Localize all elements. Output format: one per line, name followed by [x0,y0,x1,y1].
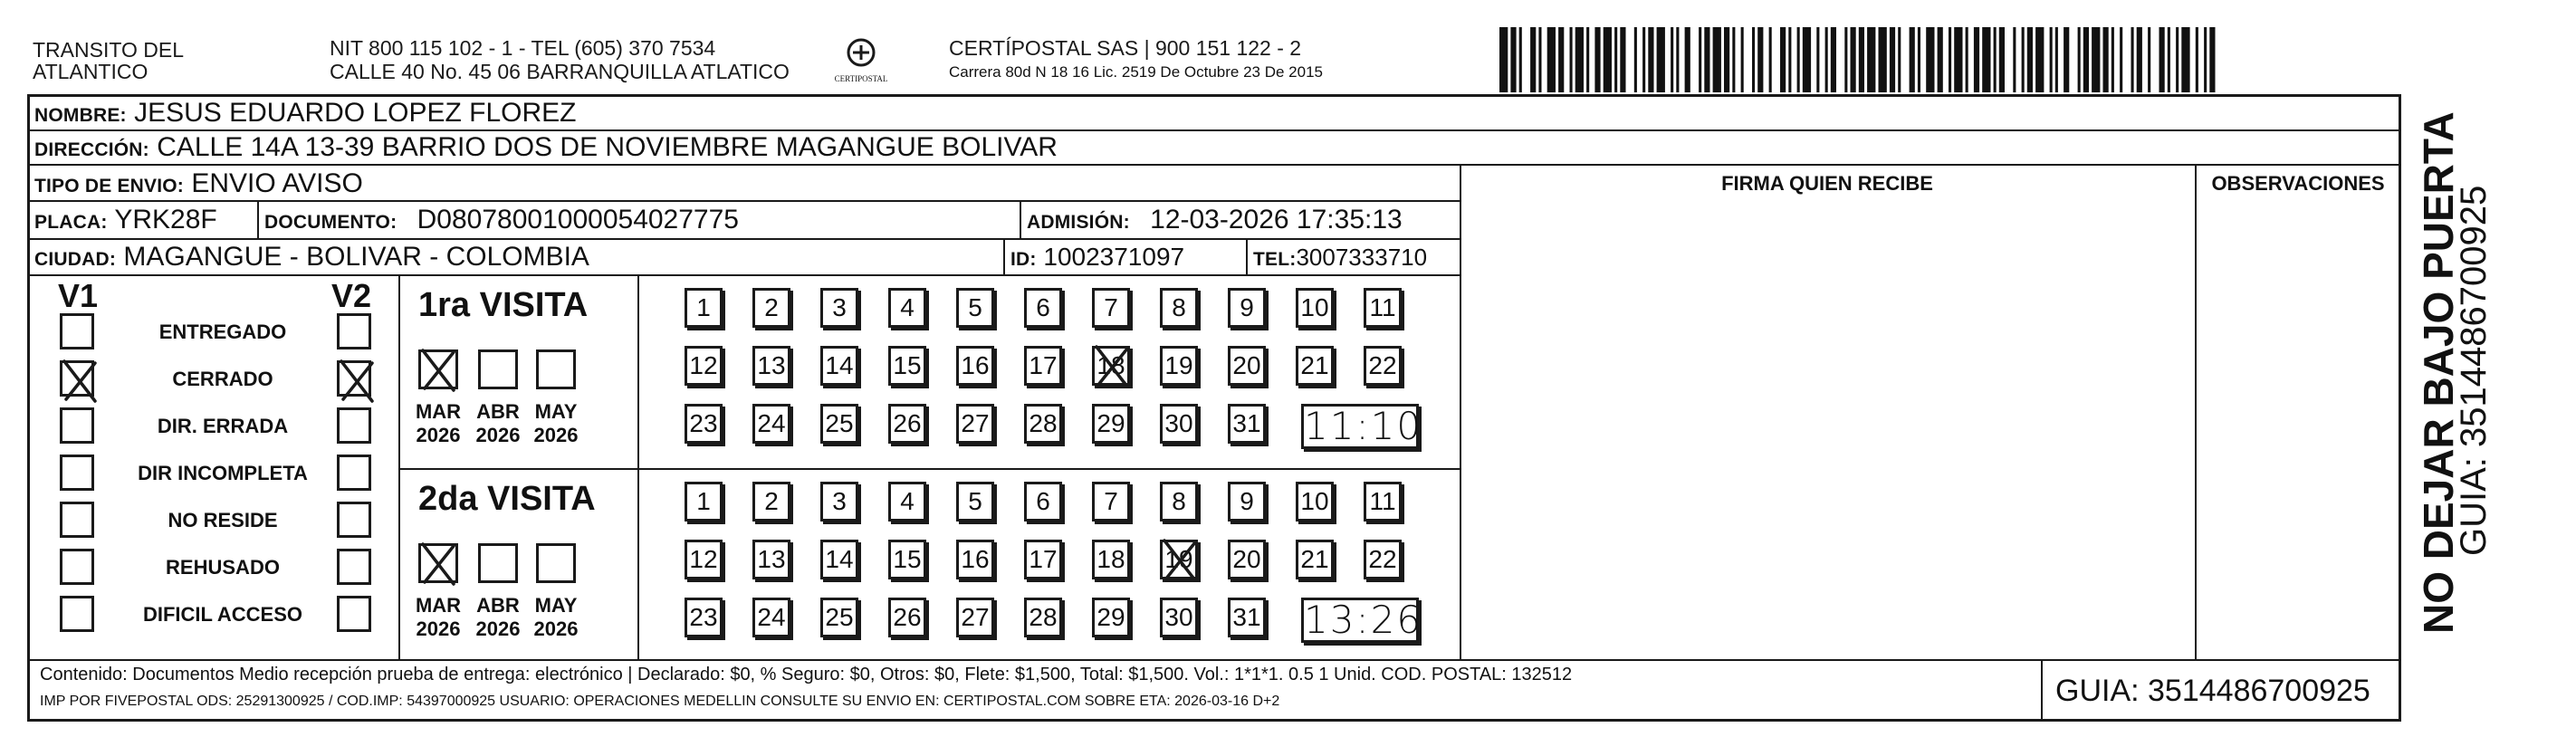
day-box[interactable] [956,288,994,328]
footer-print-line: IMP POR FIVEPOSTAL ODS: 25291300925 / COD.IMP: 54397000925 USUARIO: OPERACIONES MEDELLIN CONSULTE SU ENVIO EN: CERTIPOSTAL.COM SOBRE ETA: 2026-03-16 D+2 [40,694,1280,709]
day-box[interactable] [685,404,723,444]
admission-label: ADMISIÓN: [1027,212,1130,233]
tel-label: TEL: [1253,249,1297,270]
status-label: REHUSADO [166,556,280,579]
day-number: 16 [961,545,990,573]
v1-checkbox[interactable] [60,455,94,491]
certipostal-logo [829,34,893,87]
tel-value: 3007333710 [1296,244,1428,271]
id-value: 1002371097 [1043,243,1185,271]
day-box[interactable] [1364,482,1402,522]
day-box[interactable] [1228,288,1266,328]
day-box[interactable] [888,346,926,386]
day-box[interactable] [1024,404,1062,444]
day-number: 29 [1096,603,1125,631]
v1-checkbox[interactable] [60,360,94,397]
day-number: 6 [1036,487,1050,515]
day-box[interactable] [1160,288,1198,328]
day-number: 26 [893,603,922,631]
side-warning: NO DEJAR BAJO PUERTA [2415,111,2462,634]
month-label [529,594,583,641]
send-type-value: ENVIO AVISO [191,168,363,198]
day-box[interactable] [956,346,994,386]
status-label: ENTREGADO [158,321,287,343]
day-box[interactable] [1092,404,1130,444]
day-box[interactable] [1228,482,1266,522]
day-number: 5 [968,293,982,321]
name-field [34,98,577,131]
month-label [529,400,583,447]
day-number: 12 [689,545,718,573]
day-number: 14 [825,545,854,573]
day-box[interactable] [752,346,790,386]
day-box[interactable] [956,404,994,444]
day-box[interactable] [685,346,723,386]
day-box[interactable] [1364,288,1402,328]
day-number: 2 [764,487,779,515]
day-box[interactable] [956,482,994,522]
day-number: 22 [1368,545,1397,573]
admission-value: 12-03-2026 17:35:13 [1150,205,1403,234]
month-label [411,594,465,641]
day-box[interactable] [685,598,723,637]
plate-label: PLACA: [34,212,108,233]
day-number: 7 [1104,293,1118,321]
day-box[interactable] [752,598,790,637]
day-box[interactable] [1364,346,1402,386]
month-label [411,400,465,447]
month-label [471,400,525,447]
day-number: 17 [1029,545,1058,573]
day-number: 15 [893,351,922,379]
v1-checkbox[interactable] [60,549,94,585]
month-checkbox[interactable] [536,543,576,583]
day-number: 22 [1368,351,1397,379]
day-box[interactable] [1024,540,1062,579]
day-number: 30 [1164,603,1193,631]
v1-checkbox[interactable] [60,407,94,444]
day-box[interactable] [1092,598,1130,637]
visit-title: 1ra VISITA [418,286,589,324]
day-number: 26 [893,409,922,437]
day-box[interactable] [820,404,858,444]
day-box[interactable] [1228,598,1266,637]
day-number: 18 [1096,351,1125,379]
day-box[interactable] [820,598,858,637]
v2-checkbox[interactable] [337,502,371,538]
visit-time[interactable]: 11:10 [1301,404,1419,449]
v1-label: V1 [58,277,99,314]
day-number: 4 [900,293,915,321]
v2-checkbox[interactable] [337,455,371,491]
day-box[interactable] [1160,598,1198,637]
month-checkbox[interactable] [478,349,518,389]
day-box[interactable] [820,346,858,386]
day-number: 12 [689,351,718,379]
signature-header: FIRMA QUIEN RECIBE [1721,172,1933,195]
day-box[interactable] [1160,482,1198,522]
day-number: 30 [1164,409,1193,437]
day-box[interactable] [685,288,723,328]
day-number: 2 [764,293,779,321]
day-box[interactable] [1296,540,1334,579]
day-number: 6 [1036,293,1050,321]
month-name: ABR [476,400,520,423]
day-number: 1 [696,293,711,321]
month-year: 2026 [416,424,461,446]
day-box[interactable] [1092,540,1130,579]
day-box[interactable] [1092,346,1130,386]
day-number: 29 [1096,409,1125,437]
day-box[interactable] [1160,404,1198,444]
month-name: MAY [534,400,578,423]
city-label: CIUDAD: [34,249,117,270]
status-label: NO RESIDE [168,509,278,531]
day-number: 9 [1240,487,1254,515]
month-year: 2026 [533,424,579,446]
license-line: Carrera 80d N 18 16 Lic. 2519 De Octubre 23 De 2015 [949,63,1323,81]
day-number: 19 [1164,351,1193,379]
day-box[interactable] [685,540,723,579]
day-box[interactable] [888,540,926,579]
day-number: 27 [961,603,990,631]
day-box[interactable] [685,482,723,522]
day-box[interactable] [1228,540,1266,579]
id-field [1010,242,1184,275]
day-box[interactable] [1160,540,1198,579]
day-number: 19 [1164,545,1193,573]
day-box[interactable] [752,404,790,444]
month-name: MAR [415,400,462,423]
plate-field [34,205,217,238]
v2-checkbox[interactable] [337,596,371,632]
day-number: 15 [893,545,922,573]
day-number: 16 [961,351,990,379]
document-label: DOCUMENTO: [264,212,397,233]
day-box[interactable] [820,540,858,579]
month-checkbox[interactable] [536,349,576,389]
month-checkbox[interactable] [418,543,458,583]
day-number: 20 [1232,545,1261,573]
day-box[interactable] [888,288,926,328]
day-number: 11 [1369,487,1396,515]
v2-checkbox[interactable] [337,313,371,349]
day-box[interactable] [820,482,858,522]
month-label [471,594,525,641]
day-number: 28 [1029,603,1058,631]
admission-field [1027,205,1403,238]
month-name: ABR [476,594,520,617]
month-checkbox[interactable] [418,349,458,389]
day-box[interactable] [752,482,790,522]
day-box[interactable] [1024,288,1062,328]
address-line: CALLE 40 No. 45 06 BARRANQUILLA ATLATICO [330,60,790,83]
v2-checkbox[interactable] [337,407,371,444]
company-name-line2: ATLANTICO [33,60,148,83]
document-value: D08078001000054027775 [417,205,739,234]
day-box[interactable] [1092,482,1130,522]
status-label: DIR INCOMPLETA [138,462,308,484]
day-number: 13 [757,351,786,379]
day-number: 31 [1232,409,1261,437]
day-box[interactable] [752,540,790,579]
day-number: 11 [1369,293,1396,321]
send-type-field [34,168,363,202]
day-number: 25 [825,603,854,631]
day-number: 3 [832,293,847,321]
day-number: 21 [1300,351,1329,379]
day-box[interactable] [888,404,926,444]
day-box[interactable] [956,598,994,637]
day-number: 8 [1172,487,1186,515]
day-box[interactable] [1296,482,1334,522]
day-box[interactable] [1228,346,1266,386]
day-number: 21 [1300,545,1329,573]
visit-title: 2da VISITA [418,480,596,518]
day-box[interactable] [1024,598,1062,637]
day-box[interactable] [888,598,926,637]
svg-text:CERTIPOSTAL: CERTIPOSTAL [834,74,888,83]
day-box[interactable] [1296,288,1334,328]
city-field [34,242,589,275]
month-year: 2026 [475,617,521,640]
courier-line: CERTÍPOSTAL SAS | 900 151 122 - 2 [949,36,1302,60]
day-number: 20 [1232,351,1261,379]
month-name: MAY [534,594,578,617]
send-type-label: TIPO DE ENVIO: [34,176,184,196]
v2-checkbox[interactable] [337,549,371,585]
footer-contents: Contenido: Documentos Medio recepción prueba de entrega: electrónico | Declarado: $0, % Seguro: $0, Otros: $0, Flete: $1,500, Total: $1,500. Vol.: 1*1*1. 0.5 1 Unid. COD. POSTAL: 132512 [40,665,1573,684]
day-number: 9 [1240,293,1254,321]
day-number: 13 [757,545,786,573]
document-field [264,205,739,238]
day-box[interactable] [820,288,858,328]
day-box[interactable] [1092,288,1130,328]
barcode [1498,27,2220,92]
side-guide: GUIA: 3514486700925 [2454,185,2494,556]
day-number: 5 [968,487,982,515]
day-number: 3 [832,487,847,515]
status-label: DIFICIL ACCESO [142,603,302,626]
status-label: CERRADO [172,368,273,390]
day-number: 31 [1232,603,1261,631]
day-number: 24 [757,603,786,631]
name-value: JESUS EDUARDO LOPEZ FLOREZ [134,98,577,128]
day-number: 23 [689,603,718,631]
status-label: DIR. ERRADA [157,415,289,437]
address-value: CALLE 14A 13-39 BARRIO DOS DE NOVIEMBRE MAGANGUE BOLIVAR [157,132,1058,162]
footer-guide: GUIA: 3514486700925 [2055,674,2370,708]
v1-checkbox[interactable] [60,313,94,349]
v2-checkbox[interactable] [337,360,371,397]
company-name-line1: TRANSITO DEL [33,38,184,62]
day-number: 17 [1029,351,1058,379]
plate-value: YRK28F [114,205,217,234]
day-box[interactable] [1024,346,1062,386]
month-checkbox[interactable] [478,543,518,583]
day-number: 4 [900,487,915,515]
observations-header: OBSERVACIONES [2211,172,2385,195]
day-number: 7 [1104,487,1118,515]
address-field [34,132,1058,166]
day-box[interactable] [752,288,790,328]
address-label: DIRECCIÓN: [34,139,149,160]
day-box[interactable] [1364,540,1402,579]
month-name: MAR [415,594,462,617]
day-number: 23 [689,409,718,437]
day-box[interactable] [1296,346,1334,386]
day-number: 18 [1096,545,1125,573]
v1-checkbox[interactable] [60,596,94,632]
day-box[interactable] [888,482,926,522]
day-number: 10 [1300,293,1329,321]
nit-line: NIT 800 115 102 - 1 - TEL (605) 370 7534 [330,36,716,60]
city-value: MAGANGUE - BOLIVAR - COLOMBIA [123,242,589,272]
tel-field [1253,242,1427,275]
id-label: ID: [1010,249,1037,270]
day-box[interactable] [1024,482,1062,522]
month-year: 2026 [533,617,579,640]
visit-time[interactable]: 13:26 [1301,598,1419,643]
day-number: 28 [1029,409,1058,437]
day-number: 27 [961,409,990,437]
v1-checkbox[interactable] [60,502,94,538]
day-number: 25 [825,409,854,437]
day-box[interactable] [956,540,994,579]
day-number: 8 [1172,293,1186,321]
day-box[interactable] [1160,346,1198,386]
day-number: 14 [825,351,854,379]
day-number: 1 [696,487,711,515]
month-year: 2026 [475,424,521,446]
v2-label: V2 [331,277,372,314]
month-year: 2026 [416,617,461,640]
name-label: NOMBRE: [34,105,127,126]
day-number: 10 [1300,487,1329,515]
day-number: 24 [757,409,786,437]
day-box[interactable] [1228,404,1266,444]
